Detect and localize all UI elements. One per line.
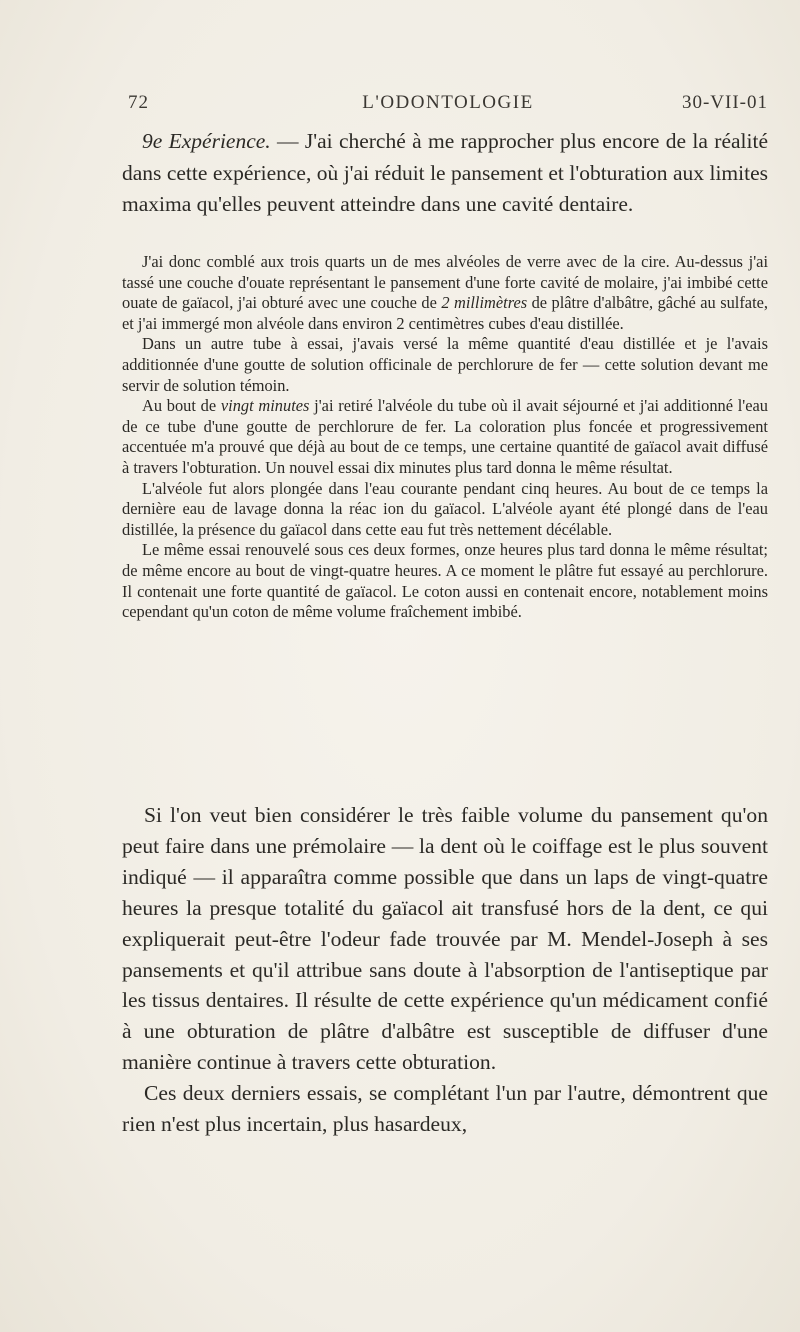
intro-paragraph <box>122 126 768 221</box>
detail-emphasis: vingt minutes <box>220 396 310 416</box>
detail-text: Au bout de <box>142 396 221 416</box>
detail-text: de plâtre d'albâtre, gâché au sulfate, et j'ai immergé mon alvéole dans environ 2 centimètres cubes d'eau distillée. <box>122 293 768 333</box>
page-number: 72 <box>128 92 149 113</box>
experiment-label: 9e Expérience. <box>142 129 271 153</box>
experiment-intro <box>122 126 768 221</box>
detail-paragraph <box>122 252 768 334</box>
detail-paragraph: Dans un autre tube à essai, j'avais versé la même quantité d'eau distillée et je l'avais additionnée d'une goutte de solution officinale de perchlorure de fer — cette solution devant me servir de solution témoin. <box>122 334 768 395</box>
detail-text: J'ai donc comblé aux trois quarts un de mes alvéoles de verre avec de la cire. Au-dessus j'ai tassé une couche d'ouate représentant le pansement d'une forte cavité de molaire, j'ai imbibé cette ouate de gaïacol, j'ai obturé avec une couche de <box>122 252 768 313</box>
detail-emphasis: 2 millimètres <box>441 293 528 313</box>
detail-paragraph: Le même essai renouvelé sous ces deux formes, onze heures plus tard donna le même résultat; de même encore au bout de vingt-quatre heures. A ce moment le plâtre fut essayé au perchlorure. Il contenait une forte quantité de gaïacol. Le coton aussi en contenait encore, notablement moins cependant qu'un coton de même volume fraîchement imbibé. <box>122 540 768 622</box>
running-header <box>128 92 768 118</box>
intro-text: — J'ai cherché à me rapprocher plus encore de la réalité dans cette expérience, où j'ai réduit le pansement et l'obturation aux limites maxima qu'elles peuvent atteindre dans une cavité dentaire. <box>122 129 768 216</box>
detail-paragraph <box>122 396 768 478</box>
journal-title: L'ODONTOLOGIE <box>362 92 534 113</box>
detail-text: j'ai retiré l'alvéole du tube où il avait séjourné et j'ai additionné l'eau de ce tube d'une goutte de perchlorure de fer. La coloration plus foncée et progressivement accentuée m'a prouvé que déjà au bout de ce temps, une certaine quantité de gaïacol avait diffusé à travers l'obturation. Un nouvel essai dix minutes plus tard donna le même résultat. <box>122 396 768 477</box>
conclusion-paragraph: Ces deux derniers essais, se complétant l'un par l'autre, démontrent que rien n'est plus incertain, plus hasardeux, <box>122 1081 768 1137</box>
detail-paragraph: L'alvéole fut alors plongée dans l'eau courante pendant cinq heures. Au bout de ce temps la dernière eau de lavage donna la réac ion du gaïacol. L'alvéole ayant été plongé dans de l'eau distillée, la présence du gaïacol dans cette eau fut très nettement décélable. <box>122 478 768 539</box>
conclusion-section <box>122 800 768 1140</box>
experiment-details <box>122 252 768 623</box>
conclusion-paragraph: Si l'on veut bien considérer le très faible volume du pansement qu'on peut faire dans une prémolaire — la dent où le coiffage est le plus souvent indiqué — il apparaîtra comme possible que dans un laps de vingt-quatre heures la presque totalité du gaïacol ait transfusé hors de la dent, ce qui expliquerait peut-être l'odeur fade trouvée par M. Mendel-Joseph à ses pansements et qu'il attribue sans doute à l'absorption de l'antiseptique par les tissus dentaires. Il résulte de cette expérience qu'un médicament confié à une obturation de plâtre d'albâtre est susceptible de diffuser d'une manière continue à travers cette obturation. <box>122 803 768 1075</box>
issue-date: 30-VII-01 <box>681 92 768 113</box>
